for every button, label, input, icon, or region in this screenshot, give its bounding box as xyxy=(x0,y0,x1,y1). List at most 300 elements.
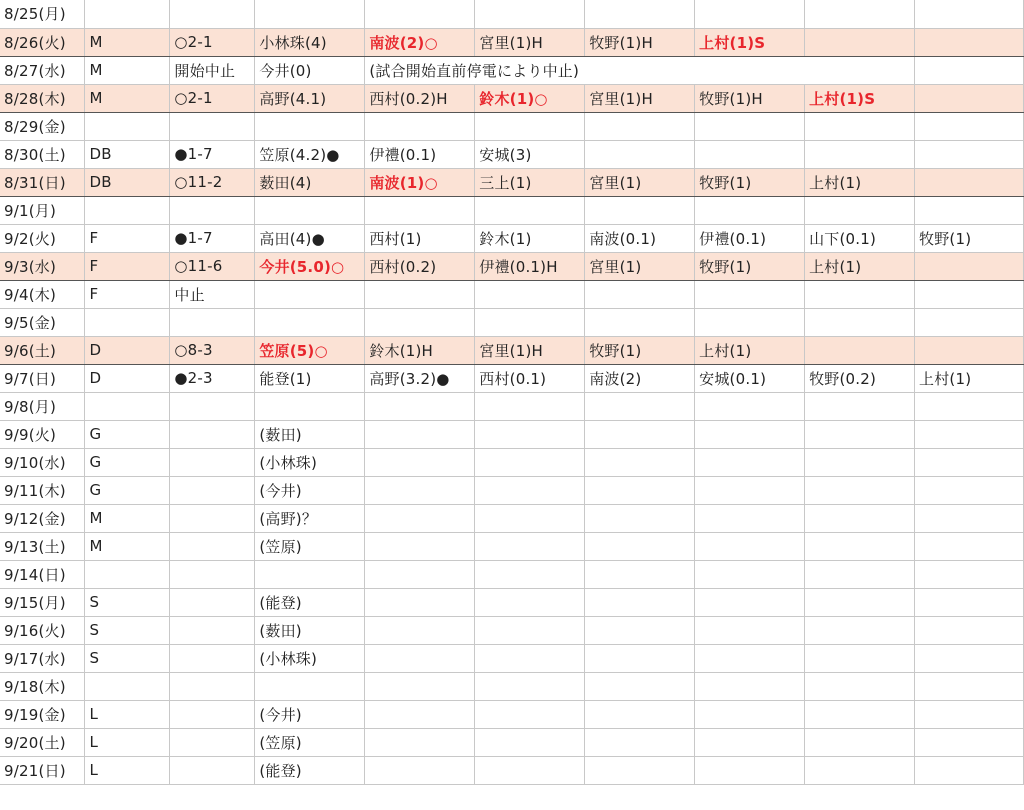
cell-reliever-3[interactable] xyxy=(585,112,695,140)
cell-reliever-4[interactable] xyxy=(695,756,805,784)
cell-reliever-6[interactable] xyxy=(915,336,1024,364)
cell-opponent[interactable] xyxy=(85,0,170,28)
cell-opponent[interactable]: S xyxy=(85,616,170,644)
cell-reliever-3[interactable] xyxy=(585,756,695,784)
cell-result[interactable] xyxy=(170,196,255,224)
cell-reliever-1[interactable]: 伊禮(0.1) xyxy=(365,140,475,168)
cell-reliever-1[interactable] xyxy=(365,756,475,784)
cell-reliever-6[interactable] xyxy=(915,28,1024,56)
cell-reliever-4[interactable] xyxy=(695,504,805,532)
cell-reliever-3[interactable] xyxy=(585,560,695,588)
cell-reliever-3[interactable] xyxy=(585,672,695,700)
cell-starter[interactable]: (薮田) xyxy=(255,420,365,448)
cell-reliever-6[interactable] xyxy=(915,168,1024,196)
cell-reliever-2[interactable] xyxy=(475,644,585,672)
cell-reliever-6[interactable] xyxy=(915,448,1024,476)
cell-reliever-6[interactable] xyxy=(915,252,1024,280)
cell-reliever-2[interactable] xyxy=(475,560,585,588)
table-row xyxy=(0,84,1024,112)
cell-opponent[interactable]: DB xyxy=(85,140,170,168)
cell-opponent[interactable]: F xyxy=(85,252,170,280)
cell-reliever-6[interactable] xyxy=(915,588,1024,616)
cell-opponent[interactable]: L xyxy=(85,700,170,728)
cell-reliever-3[interactable] xyxy=(585,504,695,532)
cell-reliever-5[interactable] xyxy=(805,280,915,308)
cell-starter[interactable] xyxy=(255,672,365,700)
cell-result[interactable] xyxy=(170,308,255,336)
cell-result[interactable] xyxy=(170,420,255,448)
cell-starter[interactable]: 能登(1) xyxy=(255,364,365,392)
cell-result[interactable]: ●1-7 xyxy=(170,224,255,252)
cell-reliever-4[interactable] xyxy=(695,560,805,588)
cell-result[interactable]: 中止 xyxy=(170,280,255,308)
cell-opponent[interactable]: DB xyxy=(85,168,170,196)
cell-reliever-6[interactable] xyxy=(915,476,1024,504)
cell-reliever-5[interactable] xyxy=(805,28,915,56)
cell-reliever-5[interactable] xyxy=(805,588,915,616)
cell-reliever-4[interactable] xyxy=(695,532,805,560)
cell-starter[interactable]: 笠原(5)○ xyxy=(255,336,365,364)
cell-starter[interactable]: 笠原(4.2)● xyxy=(255,140,365,168)
cell-starter[interactable]: (小林珠) xyxy=(255,448,365,476)
cell-starter[interactable] xyxy=(255,560,365,588)
cell-reliever-6[interactable] xyxy=(915,196,1024,224)
cell-opponent[interactable] xyxy=(85,392,170,420)
cell-result[interactable] xyxy=(170,504,255,532)
cell-reliever-5[interactable] xyxy=(805,420,915,448)
cell-starter[interactable]: (今井) xyxy=(255,700,365,728)
cell-reliever-3[interactable] xyxy=(585,700,695,728)
cell-reliever-2[interactable] xyxy=(475,616,585,644)
cell-opponent[interactable]: S xyxy=(85,588,170,616)
cell-reliever-6[interactable] xyxy=(915,672,1024,700)
cell-reliever-1[interactable]: (試合開始直前停電により中止) xyxy=(365,56,915,84)
table-row xyxy=(0,560,1024,588)
cell-opponent[interactable]: M xyxy=(85,532,170,560)
cell-reliever-2[interactable]: 宮里(1)H xyxy=(475,28,585,56)
cell-reliever-6[interactable] xyxy=(915,700,1024,728)
cell-reliever-5[interactable] xyxy=(805,336,915,364)
table-row xyxy=(0,392,1024,420)
cell-reliever-2[interactable] xyxy=(475,504,585,532)
cell-opponent[interactable]: D xyxy=(85,336,170,364)
cell-reliever-2[interactable] xyxy=(475,448,585,476)
cell-reliever-3[interactable] xyxy=(585,140,695,168)
cell-reliever-3[interactable] xyxy=(585,448,695,476)
cell-reliever-4[interactable]: 牧野(1) xyxy=(695,252,805,280)
cell-reliever-1[interactable] xyxy=(365,700,475,728)
cell-result[interactable] xyxy=(170,448,255,476)
cell-date[interactable]: 9/19(金) xyxy=(0,700,85,728)
cell-reliever-1[interactable] xyxy=(365,728,475,756)
cell-reliever-3[interactable] xyxy=(585,532,695,560)
cell-reliever-4[interactable]: 安城(0.1) xyxy=(695,364,805,392)
cell-reliever-6[interactable] xyxy=(915,280,1024,308)
cell-date[interactable]: 9/9(火) xyxy=(0,420,85,448)
table-row xyxy=(0,532,1024,560)
cell-reliever-4[interactable] xyxy=(695,140,805,168)
cell-date[interactable]: 9/15(月) xyxy=(0,588,85,616)
cell-reliever-6[interactable] xyxy=(915,392,1024,420)
cell-date[interactable]: 9/2(火) xyxy=(0,224,85,252)
cell-reliever-3[interactable] xyxy=(585,196,695,224)
table-row xyxy=(0,476,1024,504)
cell-reliever-5[interactable]: 上村(1) xyxy=(805,252,915,280)
table-row xyxy=(0,28,1024,56)
cell-reliever-6[interactable] xyxy=(915,532,1024,560)
cell-starter[interactable]: 高田(4)● xyxy=(255,224,365,252)
cell-reliever-3[interactable]: 宮里(1) xyxy=(585,168,695,196)
cell-reliever-3[interactable] xyxy=(585,644,695,672)
cell-starter[interactable]: (小林珠) xyxy=(255,644,365,672)
cell-opponent[interactable]: M xyxy=(85,56,170,84)
cell-starter[interactable]: 小林珠(4) xyxy=(255,28,365,56)
cell-reliever-5[interactable] xyxy=(805,700,915,728)
cell-reliever-6[interactable] xyxy=(915,140,1024,168)
cell-reliever-4[interactable] xyxy=(695,308,805,336)
cell-starter[interactable] xyxy=(255,308,365,336)
cell-reliever-2[interactable]: 安城(3) xyxy=(475,140,585,168)
cell-starter[interactable]: (笠原) xyxy=(255,532,365,560)
table-row xyxy=(0,224,1024,252)
cell-reliever-5[interactable] xyxy=(805,616,915,644)
cell-reliever-2[interactable] xyxy=(475,756,585,784)
cell-result[interactable] xyxy=(170,700,255,728)
cell-reliever-2[interactable] xyxy=(475,700,585,728)
cell-result[interactable]: 開始中止 xyxy=(170,56,255,84)
cell-reliever-1[interactable] xyxy=(365,560,475,588)
cell-reliever-4[interactable]: 上村(1)S xyxy=(695,28,805,56)
cell-reliever-3[interactable]: 牧野(1) xyxy=(585,336,695,364)
cell-reliever-3[interactable] xyxy=(585,420,695,448)
cell-result[interactable]: ●2-3 xyxy=(170,364,255,392)
cell-reliever-5[interactable] xyxy=(805,392,915,420)
cell-opponent[interactable] xyxy=(85,112,170,140)
cell-result[interactable]: ○11-2 xyxy=(170,168,255,196)
cell-starter[interactable]: (笠原) xyxy=(255,728,365,756)
cell-reliever-5[interactable]: 上村(1)S xyxy=(805,84,915,112)
cell-result[interactable] xyxy=(170,644,255,672)
cell-reliever-2[interactable]: 伊禮(0.1)H xyxy=(475,252,585,280)
cell-reliever-2[interactable] xyxy=(475,308,585,336)
table-row xyxy=(0,644,1024,672)
cell-date[interactable]: 9/4(木) xyxy=(0,280,85,308)
cell-reliever-5[interactable] xyxy=(805,504,915,532)
cell-starter[interactable]: (薮田) xyxy=(255,616,365,644)
table-row xyxy=(0,700,1024,728)
cell-opponent[interactable] xyxy=(85,196,170,224)
cell-reliever-6[interactable] xyxy=(915,112,1024,140)
cell-reliever-5[interactable] xyxy=(805,140,915,168)
cell-reliever-1[interactable]: 西村(0.2)H xyxy=(365,84,475,112)
cell-date[interactable]: 9/17(水) xyxy=(0,644,85,672)
cell-date[interactable]: 9/3(水) xyxy=(0,252,85,280)
cell-reliever-4[interactable]: 牧野(1)H xyxy=(695,84,805,112)
cell-date[interactable]: 9/12(金) xyxy=(0,504,85,532)
cell-date[interactable]: 8/30(土) xyxy=(0,140,85,168)
cell-reliever-1[interactable] xyxy=(365,532,475,560)
cell-opponent[interactable]: G xyxy=(85,476,170,504)
table-row xyxy=(0,56,1024,84)
cell-opponent[interactable] xyxy=(85,672,170,700)
cell-reliever-3[interactable]: 牧野(1)H xyxy=(585,28,695,56)
cell-starter[interactable]: (能登) xyxy=(255,756,365,784)
table-row xyxy=(0,308,1024,336)
cell-reliever-3[interactable] xyxy=(585,728,695,756)
cell-opponent[interactable]: G xyxy=(85,448,170,476)
cell-result[interactable]: ○2-1 xyxy=(170,28,255,56)
cell-reliever-1[interactable] xyxy=(365,112,475,140)
cell-date[interactable]: 8/31(日) xyxy=(0,168,85,196)
cell-reliever-5[interactable] xyxy=(805,756,915,784)
cell-reliever-6[interactable]: 牧野(1) xyxy=(915,224,1024,252)
cell-reliever-6[interactable] xyxy=(915,644,1024,672)
cell-reliever-2[interactable] xyxy=(475,196,585,224)
cell-opponent[interactable]: F xyxy=(85,280,170,308)
cell-reliever-2[interactable]: 鈴木(1) xyxy=(475,224,585,252)
cell-reliever-5[interactable]: 牧野(0.2) xyxy=(805,364,915,392)
cell-reliever-1[interactable] xyxy=(365,196,475,224)
cell-starter[interactable] xyxy=(255,196,365,224)
cell-reliever-3[interactable] xyxy=(585,0,695,28)
cell-opponent[interactable]: M xyxy=(85,84,170,112)
cell-result[interactable] xyxy=(170,112,255,140)
cell-date[interactable]: 9/18(木) xyxy=(0,672,85,700)
table-row xyxy=(0,588,1024,616)
cell-result[interactable]: ○8-3 xyxy=(170,336,255,364)
table-row xyxy=(0,672,1024,700)
cell-reliever-6[interactable] xyxy=(915,420,1024,448)
cell-reliever-4[interactable] xyxy=(695,644,805,672)
cell-reliever-2[interactable] xyxy=(475,532,585,560)
cell-reliever-5[interactable] xyxy=(805,672,915,700)
cell-reliever-6[interactable] xyxy=(915,308,1024,336)
cell-reliever-3[interactable] xyxy=(585,476,695,504)
cell-date[interactable]: 8/29(金) xyxy=(0,112,85,140)
cell-reliever-2[interactable] xyxy=(475,476,585,504)
cell-reliever-5[interactable] xyxy=(805,560,915,588)
cell-starter[interactable]: 今井(0) xyxy=(255,56,365,84)
cell-reliever-5[interactable]: 山下(0.1) xyxy=(805,224,915,252)
cell-opponent[interactable]: D xyxy=(85,364,170,392)
cell-date[interactable]: 9/14(日) xyxy=(0,560,85,588)
cell-date[interactable]: 8/25(月) xyxy=(0,0,85,28)
cell-reliever-4[interactable] xyxy=(695,392,805,420)
cell-reliever-4[interactable] xyxy=(695,112,805,140)
cell-reliever-5[interactable] xyxy=(805,112,915,140)
cell-opponent[interactable]: S xyxy=(85,644,170,672)
cell-reliever-1[interactable]: 高野(3.2)● xyxy=(365,364,475,392)
cell-date[interactable]: 9/13(土) xyxy=(0,532,85,560)
cell-starter[interactable]: 薮田(4) xyxy=(255,168,365,196)
cell-result[interactable]: ○2-1 xyxy=(170,84,255,112)
cell-reliever-2[interactable] xyxy=(475,728,585,756)
cell-reliever-3[interactable] xyxy=(585,616,695,644)
cell-starter[interactable]: 今井(5.0)○ xyxy=(255,252,365,280)
cell-opponent[interactable]: G xyxy=(85,420,170,448)
cell-date[interactable]: 9/8(月) xyxy=(0,392,85,420)
cell-reliever-1[interactable] xyxy=(365,308,475,336)
cell-starter[interactable] xyxy=(255,280,365,308)
table-row xyxy=(0,336,1024,364)
cell-reliever-3[interactable] xyxy=(585,588,695,616)
table-row xyxy=(0,280,1024,308)
cell-reliever-2[interactable] xyxy=(475,280,585,308)
cell-reliever-2[interactable] xyxy=(475,392,585,420)
cell-reliever-3[interactable]: 宮里(1)H xyxy=(585,84,695,112)
cell-reliever-6[interactable] xyxy=(915,504,1024,532)
cell-opponent[interactable]: L xyxy=(85,728,170,756)
table-row xyxy=(0,756,1024,784)
cell-reliever-1[interactable] xyxy=(365,644,475,672)
cell-opponent[interactable]: F xyxy=(85,224,170,252)
cell-reliever-2[interactable]: 西村(0.1) xyxy=(475,364,585,392)
cell-starter[interactable] xyxy=(255,112,365,140)
cell-reliever-2[interactable] xyxy=(475,420,585,448)
cell-reliever-5[interactable] xyxy=(805,308,915,336)
cell-result[interactable] xyxy=(170,560,255,588)
table-row xyxy=(0,364,1024,392)
cell-reliever-1[interactable]: 南波(2)○ xyxy=(365,28,475,56)
cell-reliever-1[interactable] xyxy=(365,280,475,308)
cell-reliever-4[interactable]: 上村(1) xyxy=(695,336,805,364)
table-row xyxy=(0,252,1024,280)
table-row xyxy=(0,168,1024,196)
cell-reliever-6[interactable]: 上村(1) xyxy=(915,364,1024,392)
cell-result[interactable] xyxy=(170,616,255,644)
cell-reliever-4[interactable] xyxy=(695,588,805,616)
cell-date[interactable]: 9/1(月) xyxy=(0,196,85,224)
cell-starter[interactable]: (能登) xyxy=(255,588,365,616)
cell-starter[interactable] xyxy=(255,0,365,28)
table-row xyxy=(0,616,1024,644)
cell-reliever-2[interactable]: 鈴木(1)○ xyxy=(475,84,585,112)
cell-date[interactable]: 8/28(木) xyxy=(0,84,85,112)
cell-reliever-1[interactable] xyxy=(365,672,475,700)
cell-result[interactable] xyxy=(170,476,255,504)
cell-result[interactable] xyxy=(170,0,255,28)
cell-reliever-6[interactable] xyxy=(915,0,1024,28)
cell-reliever-1[interactable] xyxy=(365,420,475,448)
table-row xyxy=(0,728,1024,756)
cell-reliever-2[interactable] xyxy=(475,0,585,28)
cell-reliever-4[interactable] xyxy=(695,196,805,224)
cell-reliever-1[interactable]: 鈴木(1)H xyxy=(365,336,475,364)
cell-reliever-4[interactable] xyxy=(695,728,805,756)
cell-reliever-5[interactable] xyxy=(805,728,915,756)
cell-reliever-4[interactable] xyxy=(695,616,805,644)
cell-opponent[interactable]: L xyxy=(85,756,170,784)
cell-result[interactable] xyxy=(170,756,255,784)
cell-starter[interactable]: (今井) xyxy=(255,476,365,504)
cell-reliever-4[interactable] xyxy=(695,700,805,728)
cell-reliever-1[interactable] xyxy=(365,616,475,644)
cell-reliever-1[interactable]: 西村(0.2) xyxy=(365,252,475,280)
cell-date[interactable]: 9/16(火) xyxy=(0,616,85,644)
cell-result[interactable] xyxy=(170,532,255,560)
cell-date[interactable]: 9/21(日) xyxy=(0,756,85,784)
cell-reliever-6[interactable] xyxy=(915,728,1024,756)
cell-reliever-4[interactable] xyxy=(695,672,805,700)
cell-reliever-4[interactable]: 牧野(1) xyxy=(695,168,805,196)
cell-reliever-3[interactable] xyxy=(585,392,695,420)
cell-date[interactable]: 9/20(土) xyxy=(0,728,85,756)
cell-opponent[interactable] xyxy=(85,560,170,588)
cell-reliever-3[interactable]: 宮里(1) xyxy=(585,252,695,280)
cell-starter[interactable]: 高野(4.1) xyxy=(255,84,365,112)
cell-reliever-6[interactable] xyxy=(915,616,1024,644)
cell-reliever-1[interactable] xyxy=(365,476,475,504)
cell-date[interactable]: 8/27(水) xyxy=(0,56,85,84)
cell-opponent[interactable]: M xyxy=(85,28,170,56)
cell-reliever-1[interactable] xyxy=(365,588,475,616)
cell-reliever-1[interactable] xyxy=(365,0,475,28)
cell-reliever-5[interactable] xyxy=(805,476,915,504)
table-row xyxy=(0,504,1024,532)
cell-reliever-1[interactable] xyxy=(365,448,475,476)
cell-starter[interactable] xyxy=(255,392,365,420)
cell-reliever-2[interactable]: 三上(1) xyxy=(475,168,585,196)
cell-date[interactable]: 9/11(木) xyxy=(0,476,85,504)
cell-result[interactable] xyxy=(170,392,255,420)
cell-reliever-6[interactable] xyxy=(915,756,1024,784)
cell-reliever-5[interactable] xyxy=(805,448,915,476)
cell-reliever-1[interactable]: 西村(1) xyxy=(365,224,475,252)
cell-reliever-1[interactable]: 南波(1)○ xyxy=(365,168,475,196)
cell-result[interactable]: ●1-7 xyxy=(170,140,255,168)
cell-reliever-3[interactable]: 南波(0.1) xyxy=(585,224,695,252)
cell-reliever-2[interactable] xyxy=(475,588,585,616)
cell-reliever-5[interactable] xyxy=(805,644,915,672)
cell-reliever-2[interactable] xyxy=(475,112,585,140)
cell-date[interactable]: 9/10(水) xyxy=(0,448,85,476)
cell-result[interactable]: ○11-6 xyxy=(170,252,255,280)
cell-reliever-6[interactable] xyxy=(915,56,1024,84)
cell-reliever-4[interactable] xyxy=(695,0,805,28)
cell-date[interactable]: 9/6(土) xyxy=(0,336,85,364)
cell-reliever-1[interactable] xyxy=(365,504,475,532)
cell-opponent[interactable]: M xyxy=(85,504,170,532)
table-row xyxy=(0,420,1024,448)
cell-reliever-2[interactable] xyxy=(475,672,585,700)
cell-result[interactable] xyxy=(170,672,255,700)
cell-reliever-4[interactable]: 伊禮(0.1) xyxy=(695,224,805,252)
cell-result[interactable] xyxy=(170,588,255,616)
table-row xyxy=(0,0,1024,28)
cell-reliever-5[interactable]: 上村(1) xyxy=(805,168,915,196)
cell-result[interactable] xyxy=(170,728,255,756)
cell-reliever-4[interactable] xyxy=(695,420,805,448)
cell-reliever-3[interactable] xyxy=(585,308,695,336)
cell-date[interactable]: 9/7(日) xyxy=(0,364,85,392)
cell-starter[interactable]: (高野)？ xyxy=(255,504,365,532)
cell-reliever-3[interactable] xyxy=(585,280,695,308)
cell-reliever-1[interactable] xyxy=(365,392,475,420)
cell-reliever-5[interactable] xyxy=(805,196,915,224)
cell-reliever-6[interactable] xyxy=(915,84,1024,112)
cell-reliever-6[interactable] xyxy=(915,560,1024,588)
cell-reliever-4[interactable] xyxy=(695,448,805,476)
cell-date[interactable]: 8/26(火) xyxy=(0,28,85,56)
cell-reliever-3[interactable]: 南波(2) xyxy=(585,364,695,392)
cell-reliever-4[interactable] xyxy=(695,280,805,308)
cell-reliever-4[interactable] xyxy=(695,476,805,504)
cell-reliever-5[interactable] xyxy=(805,532,915,560)
cell-reliever-5[interactable] xyxy=(805,0,915,28)
cell-opponent[interactable] xyxy=(85,308,170,336)
cell-reliever-2[interactable]: 宮里(1)H xyxy=(475,336,585,364)
cell-date[interactable]: 9/5(金) xyxy=(0,308,85,336)
